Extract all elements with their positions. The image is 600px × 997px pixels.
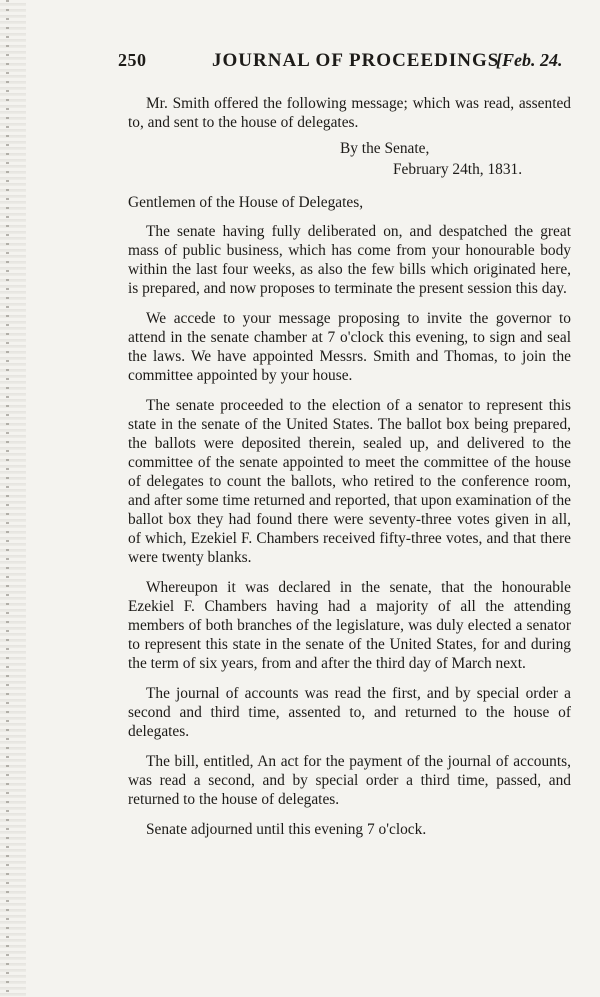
signature-by-senate: By the Senate, — [340, 140, 430, 157]
paragraph-adjourned: Senate adjourned until this evening 7 o'clock. — [146, 821, 427, 838]
paragraph-accede-message: We accede to your message proposing to invite the governor to attend in the senate chamber at 7 o'clock this evening, to sign and seal the laws. We have appointed Messrs. Smith and Thomas, to join the committee appointed by your house. — [128, 310, 571, 384]
page-number: 250 — [118, 50, 147, 70]
signature-date: February 24th, 1831. — [393, 161, 523, 178]
running-title: JOURNAL OF PROCEEDINGS — [212, 50, 500, 71]
intro-paragraph: Mr. Smith offered the following message; which was read, assented to, and sent to the house of delegates. — [128, 95, 571, 131]
signature-block — [128, 139, 571, 179]
running-header — [118, 46, 570, 72]
paragraph-senate-deliberated: The senate having fully deliberated on, and despatched the great mass of public business, which has come from your honourable body within the last four weeks, as also the few bills which originated here, is prepared, and now proposes to terminate the present session this day. — [128, 223, 571, 297]
running-date: [Feb. 24. — [496, 50, 563, 70]
page-body — [128, 94, 571, 850]
paragraph-journal-of-accounts: The journal of accounts was read the first, and by special order a second and third time, assented to, and returned to the house of delegates. — [128, 685, 571, 740]
salutation: Gentlemen of the House of Delegates, — [128, 194, 364, 211]
paragraph-whereupon: Whereupon it was declared in the senate, that the honourable Ezekiel F. Chambers having had a majority of all the attending members of both branches of the legislature, was duly elected a senator to represent this state in the senate of the United States, for and during the term of six years, from and after the third day of March next. — [128, 579, 571, 672]
paragraph-bill-entitled: The bill, entitled, An act for the payment of the journal of accounts, was read a second, and by special order a third time, passed, and returned to the house of delegates. — [128, 753, 571, 808]
page-binding-edge — [0, 0, 26, 997]
binding-stitch-marks — [6, 0, 9, 997]
paragraph-senator-election: The senate proceeded to the election of a senator to represent this state in the senate of the United States. The ballot box being prepared, the ballots were deposited therein, sealed up, and delivered to the committee of the senate appointed to meet the committee of the house of delegates to count the ballots, who retired to the conference room, and after some time returned and reported, that upon examination of the ballot box they had found there were seventy-three votes given in all, of which, Ezekiel F. Chambers received fifty-three votes, and that there were twenty blanks. — [128, 397, 571, 566]
